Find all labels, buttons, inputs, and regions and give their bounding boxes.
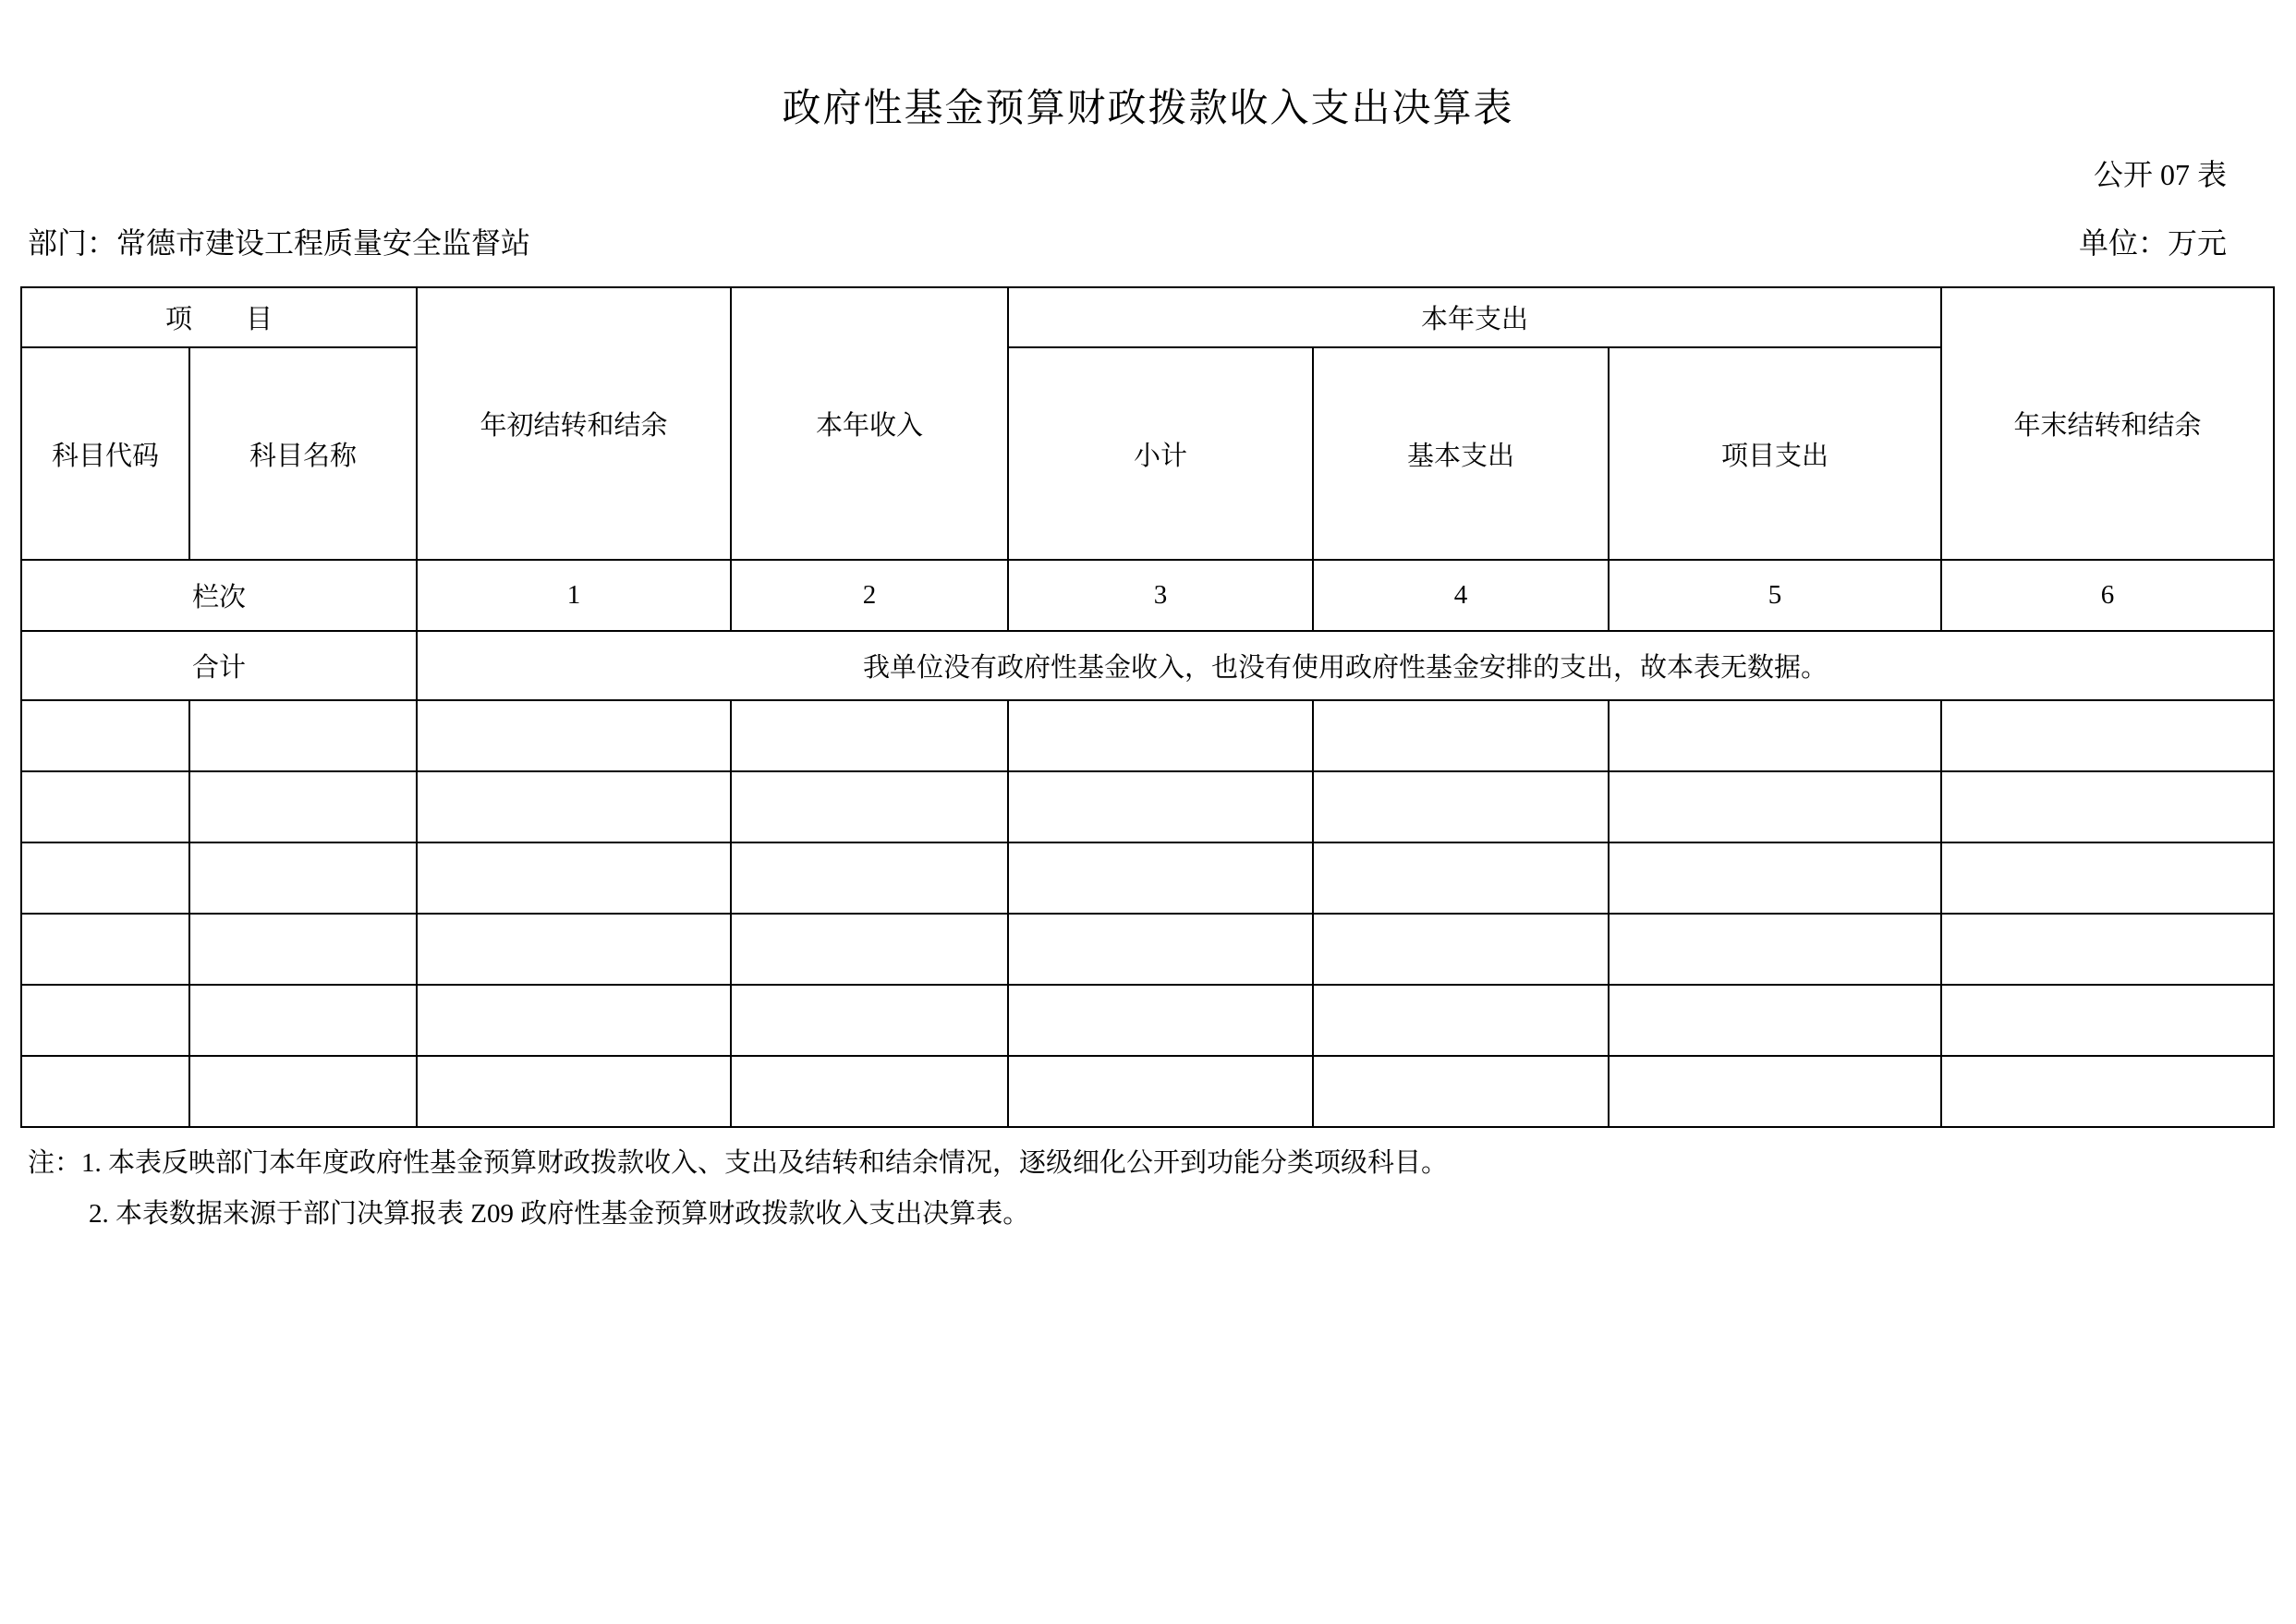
column-index-6: 6 — [1941, 560, 2274, 631]
budget-table — [20, 286, 2275, 1128]
empty-cell — [21, 1056, 189, 1127]
empty-cell — [1609, 700, 1941, 771]
empty-cell — [189, 914, 417, 985]
total-label: 合计 — [21, 631, 417, 700]
header-subtotal: 小计 — [1008, 347, 1313, 560]
empty-cell — [189, 700, 417, 771]
note-line-1: 注：1. 本表反映部门本年度政府性基金预算财政拨款收入、支出及结转和结余情况，逐级细化公开到功能分类项级科目。 — [28, 1148, 1449, 1178]
empty-cell — [1609, 985, 1941, 1056]
empty-cell — [731, 914, 1008, 985]
empty-cell — [1313, 1056, 1609, 1127]
column-index-4: 4 — [1313, 560, 1609, 631]
header-row-2 — [21, 347, 2274, 560]
empty-cell — [189, 771, 417, 842]
header-project-expenditure: 项目支出 — [1609, 347, 1941, 560]
empty-cell — [731, 700, 1008, 771]
empty-row — [21, 700, 2274, 771]
header-ending-balance: 年末结转和结余 — [1941, 287, 2274, 560]
empty-row — [21, 985, 2274, 1056]
empty-cell — [1313, 700, 1609, 771]
empty-cell — [1941, 1056, 2274, 1127]
empty-cell — [1609, 771, 1941, 842]
empty-cell — [21, 842, 189, 914]
empty-cell — [1008, 700, 1313, 771]
notes — [28, 1138, 2268, 1240]
empty-cell — [1609, 1056, 1941, 1127]
empty-cell — [731, 1056, 1008, 1127]
header-project-group: 项 目 — [21, 287, 417, 347]
empty-cell — [21, 700, 189, 771]
empty-cell — [731, 985, 1008, 1056]
empty-cell — [1008, 771, 1313, 842]
column-index-row — [21, 560, 2274, 631]
empty-cell — [417, 700, 731, 771]
empty-row — [21, 914, 2274, 985]
empty-cell — [189, 1056, 417, 1127]
empty-cell — [1313, 771, 1609, 842]
header-subject-code: 科目代码 — [21, 347, 189, 560]
empty-cell — [1008, 985, 1313, 1056]
header-subject-name: 科目名称 — [189, 347, 417, 560]
empty-cell — [1941, 700, 2274, 771]
empty-cell — [417, 985, 731, 1056]
header-current-income: 本年收入 — [731, 287, 1008, 560]
header-row-1 — [21, 287, 2274, 347]
empty-cell — [731, 771, 1008, 842]
empty-cell — [417, 914, 731, 985]
empty-row — [21, 842, 2274, 914]
column-index-label: 栏次 — [21, 560, 417, 631]
meta-row — [28, 220, 2227, 262]
empty-cell — [417, 771, 731, 842]
unit-label: 单位：万元 — [2078, 226, 2227, 260]
empty-cell — [21, 771, 189, 842]
empty-cell — [1609, 914, 1941, 985]
empty-cell — [1008, 842, 1313, 914]
empty-cell — [1941, 842, 2274, 914]
empty-cell — [1008, 1056, 1313, 1127]
column-index-5: 5 — [1609, 560, 1941, 631]
empty-cell — [21, 914, 189, 985]
empty-cell — [1313, 842, 1609, 914]
header-current-expenditure-group: 本年支出 — [1008, 287, 1941, 347]
empty-cell — [1008, 914, 1313, 985]
empty-cell — [189, 985, 417, 1056]
empty-cell — [417, 842, 731, 914]
empty-cell — [1941, 914, 2274, 985]
total-row — [21, 631, 2274, 700]
column-index-1: 1 — [417, 560, 731, 631]
empty-row — [21, 1056, 2274, 1127]
empty-cell — [1313, 985, 1609, 1056]
public-table-label: 公开 07 表 — [2093, 158, 2227, 191]
empty-cell — [731, 842, 1008, 914]
empty-cell — [21, 985, 189, 1056]
empty-cell — [1941, 771, 2274, 842]
total-message: 我单位没有政府性基金收入，也没有使用政府性基金安排的支出，故本表无数据。 — [417, 631, 2274, 700]
column-index-2: 2 — [731, 560, 1008, 631]
header-beginning-balance: 年初结转和结余 — [417, 287, 731, 560]
empty-cell — [189, 842, 417, 914]
column-index-3: 3 — [1008, 560, 1313, 631]
empty-cell — [417, 1056, 731, 1127]
empty-cell — [1941, 985, 2274, 1056]
department-label: 部门：常德市建设工程质量安全监督站 — [28, 226, 531, 260]
empty-cell — [1313, 914, 1609, 985]
note-line-2: 2. 本表数据来源于部门决算报表 Z09 政府性基金预算财政拨款收入支出决算表。 — [89, 1199, 1030, 1229]
empty-cell — [1609, 842, 1941, 914]
header-basic-expenditure: 基本支出 — [1313, 347, 1609, 560]
page-title: 政府性基金预算财政拨款收入支出决算表 — [782, 88, 1514, 130]
empty-row — [21, 771, 2274, 842]
